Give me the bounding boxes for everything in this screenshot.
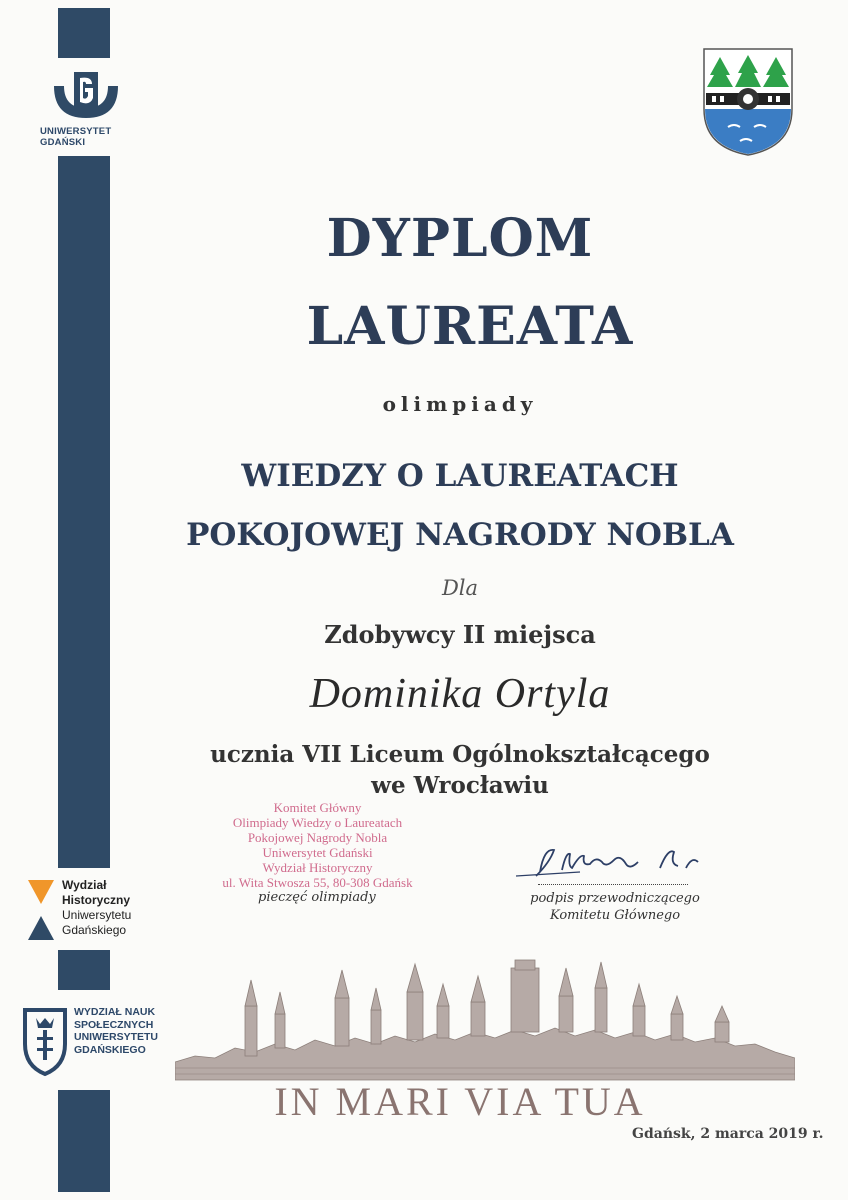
signature-dotted-line bbox=[538, 884, 688, 885]
stamp-line: Wydział Historyczny bbox=[262, 860, 373, 875]
faculty-social-line1: WYDZIAŁ NAUK bbox=[74, 1006, 156, 1018]
triangle-up-icon bbox=[28, 916, 54, 940]
place-date: Gdańsk, 2 marca 2019 r. bbox=[632, 1126, 824, 1142]
faculty-history-line4: Gdańskiego bbox=[62, 923, 127, 937]
faculty-history-line3: Uniwersytetu bbox=[62, 908, 132, 922]
diploma-title: DYPLOM bbox=[326, 208, 594, 269]
stamp-line: Pokojowej Nagrody Nobla bbox=[247, 830, 388, 845]
faculty-history-line1: Wydział bbox=[62, 878, 107, 892]
recipient-name: Dominika Ortyla bbox=[309, 671, 611, 717]
olympiad-name-line1: WIEDZY O LAUREATACH bbox=[241, 458, 679, 494]
chair-label-line1: podpis przewodniczącego bbox=[530, 891, 700, 906]
stamp-line: Komitet Główny bbox=[273, 800, 362, 815]
school-line1: ucznia VII Liceum Ogólnokształcącego bbox=[210, 741, 710, 768]
laureate-title: LAUREATA bbox=[306, 296, 634, 357]
faculty-history-line2: Historyczny bbox=[62, 893, 131, 907]
faculty-social-line4: GDAŃSKIEGO bbox=[74, 1043, 146, 1056]
chair-label-line2: Komitetu Głównego bbox=[549, 908, 681, 923]
faculty-history-name bbox=[62, 878, 131, 938]
faculty-history-logo bbox=[28, 878, 148, 948]
stamp-line: Olimpiady Wiedzy o Laureatach bbox=[232, 815, 403, 830]
stamp-line: ul. Wita Stwosza 55, 80-308 Gdańsk bbox=[222, 875, 413, 890]
chair-signature bbox=[510, 842, 750, 882]
coat-of-arms-icon bbox=[702, 47, 794, 157]
triangle-down-icon bbox=[28, 880, 54, 904]
faculty-social-line3: UNIWERSYTETU bbox=[74, 1031, 158, 1043]
university-logo bbox=[40, 68, 140, 148]
side-bar-lower bbox=[58, 950, 110, 990]
for-label: Dla bbox=[441, 576, 479, 600]
faculty-social-logo bbox=[22, 1004, 182, 1084]
side-bar-bottom bbox=[58, 1090, 110, 1192]
coat-of-arms bbox=[702, 47, 794, 161]
olympiad-stamp bbox=[205, 800, 430, 890]
stamp-line: Uniwersytet Gdański bbox=[262, 845, 373, 860]
stamp-caption: pieczęć olimpiady bbox=[258, 890, 376, 905]
social-faculty-emblem-icon bbox=[22, 1004, 68, 1080]
ug-emblem-icon bbox=[46, 68, 126, 124]
side-bar-middle bbox=[58, 156, 110, 868]
faculty-social-name bbox=[74, 1006, 158, 1056]
olympiad-name-line2: POKOJOWEJ NAGRODY NOBLA bbox=[186, 517, 734, 553]
motto: IN MARI VIA TUA bbox=[274, 1079, 646, 1124]
school-line2: we Wrocławiu bbox=[371, 772, 549, 799]
faculty-social-line2: SPOŁECZNYCH bbox=[74, 1018, 154, 1031]
side-bar-top bbox=[58, 8, 110, 58]
place-label: Zdobywcy II miejsca bbox=[324, 620, 596, 649]
olympiad-subtitle: olimpiady bbox=[382, 392, 538, 416]
university-name: UNIWERSYTET GDAŃSKI bbox=[40, 126, 112, 148]
gdansk-skyline bbox=[175, 958, 795, 1083]
